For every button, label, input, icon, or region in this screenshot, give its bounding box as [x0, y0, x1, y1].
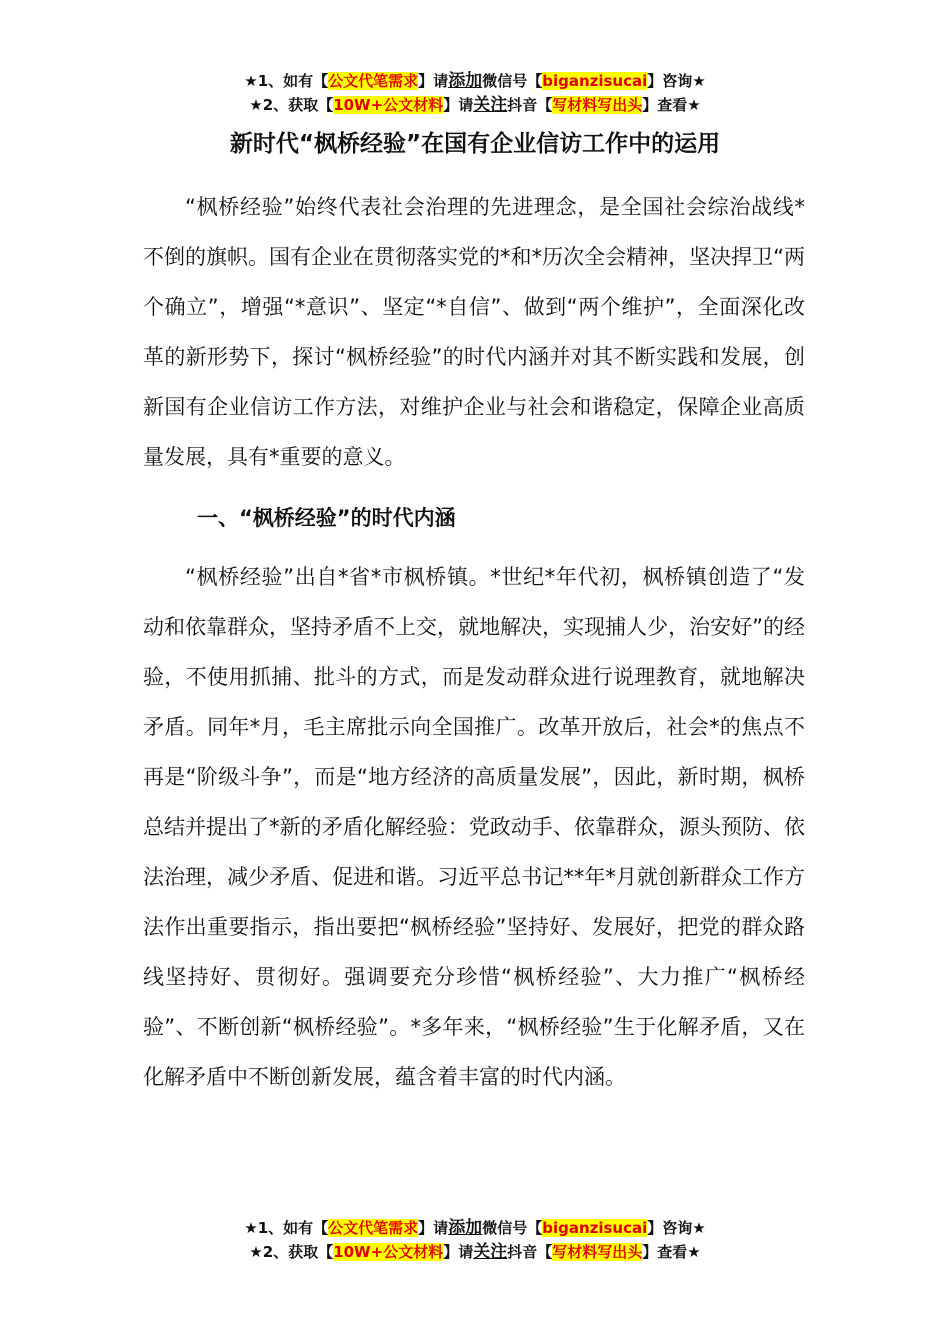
promo-text: 】咨询★ [647, 72, 706, 90]
promo-highlight: 10W+公文材料 [333, 1243, 444, 1261]
document-title: 新时代“枫桥经验”在国有企业信访工作中的运用 [229, 131, 721, 157]
promo-text: 抖音【 [507, 96, 553, 114]
promo-text: 】咨询★ [647, 1219, 706, 1237]
promo-text: 抖音【 [507, 1243, 553, 1261]
promo-highlight: 公文代笔需求 [328, 72, 419, 90]
douyin-id-highlight: 写材料写出头 [552, 1243, 643, 1261]
section-heading: 一、“枫桥经验”的时代内涵 [197, 506, 456, 530]
promo-text: 微信号【 [482, 1219, 543, 1237]
douyin-id-highlight: 写材料写出头 [552, 96, 643, 114]
promo-text: 】查看★ [642, 1243, 701, 1261]
promo-line-2 [0, 93, 950, 117]
star-icon: ★ [249, 96, 263, 114]
promo-underlined: 关注 [473, 1242, 508, 1262]
body-paragraph: “枫桥经验”出自*省*市枫桥镇。*世纪*年代初，枫桥镇创造了“发动和依靠群众，坚持矛盾不上交，就地解决，实现捕人少，治安好”的经验，不使用抓捕、批斗的方式，而是发动群众进行说理教育，就地解决矛盾。同年*月，毛主席批示向全国推广。改革开放后，社会*的焦点不再是“阶级斗争”，而是“地方经济的高质量发展”，因此，新时期，枫桥总结并提出了*新的矛盾化解经验：党政动手、依靠群众，源头预防、依法治理，减少矛盾、促进和谐。习近平总书记**年*月就创新群众工作方法作出重要指示，指出要把“枫桥经验”坚持好、发展好，把党的群众路线坚持好、贯彻好。强调要充分珍惜“枫桥经验”、大力推广“枫桥经验”、不断创新“枫桥经验”。*多年来，“枫桥经验”生于化解矛盾，又在化解矛盾中不断创新发展，蕴含着丰富的时代内涵。 [143, 565, 805, 1089]
promo-text: 】请 [418, 1219, 449, 1237]
promo-text: 2、获取【 [262, 96, 334, 114]
wechat-id-highlight: biganzisucai [542, 72, 648, 90]
promo-text: 】请 [443, 96, 474, 114]
promo-text: 1、如有【 [257, 1219, 329, 1237]
promo-banner-top [0, 69, 950, 117]
promo-text: 】查看★ [642, 96, 701, 114]
promo-line-1 [0, 1216, 950, 1240]
promo-line-1 [0, 69, 950, 93]
promo-text: 】请 [418, 72, 449, 90]
promo-text: 1、如有【 [257, 72, 329, 90]
promo-underlined: 添加 [448, 71, 483, 91]
star-icon: ★ [249, 1243, 263, 1261]
promo-highlight: 10W+公文材料 [333, 96, 444, 114]
promo-line-2 [0, 1240, 950, 1264]
promo-underlined: 添加 [448, 1218, 483, 1238]
promo-highlight: 公文代笔需求 [328, 1219, 419, 1237]
wechat-id-highlight: biganzisucai [542, 1219, 648, 1237]
promo-text: 】请 [443, 1243, 474, 1261]
star-icon: ★ [244, 1219, 258, 1237]
promo-text: 微信号【 [482, 72, 543, 90]
intro-paragraph: “枫桥经验”始终代表社会治理的先进理念，是全国社会综治战线*不倒的旗帜。国有企业在贯彻落实党的*和*历次全会精神，坚决捍卫“两个确立”，增强“*意识”、坚定“*自信”、做到“两个维护”，全面深化改革的新形势下，探讨“枫桥经验”的时代内涵并对其不断实践和发展，创新国有企业信访工作方法，对维护企业与社会和谐稳定，保障企业高质量发展，具有*重要的意义。 [143, 195, 805, 469]
promo-text: 2、获取【 [262, 1243, 334, 1261]
promo-underlined: 关注 [473, 95, 508, 115]
promo-banner-bottom [0, 1216, 950, 1264]
star-icon: ★ [244, 72, 258, 90]
